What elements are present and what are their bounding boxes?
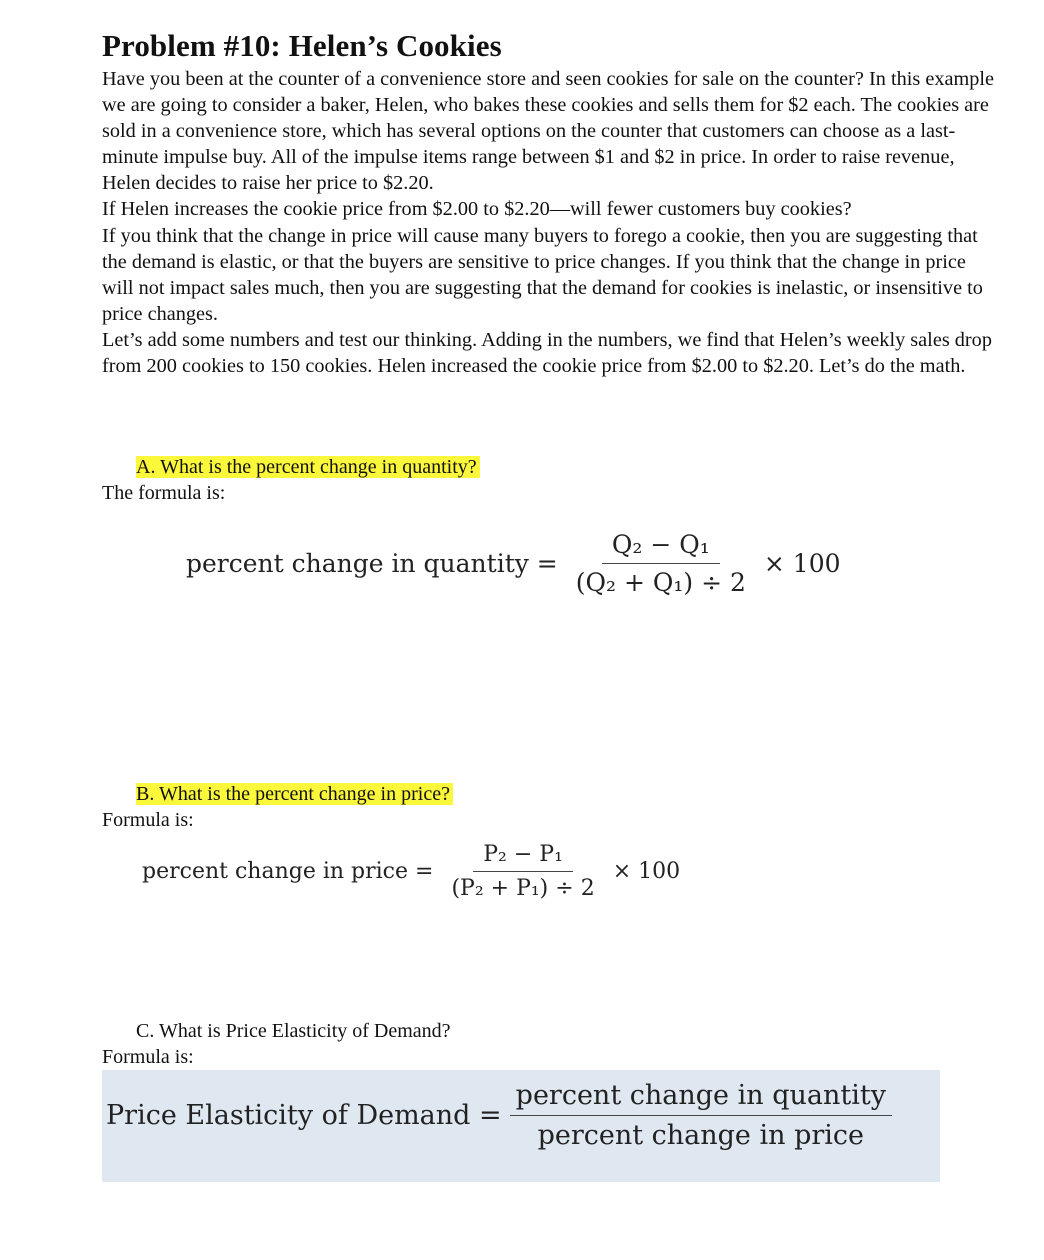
intro-paragraph-3: If you think that the change in price will cause many buyers to forego a cookie, then you are suggesting that the demand is elastic, or that the buyers are sensitive to price changes. If you think that the change in price will not impact sales much, then you are suggesting that the demand for cookies is inelastic, or insensitive to price changes.: [102, 224, 983, 325]
intro-paragraph-1: Have you been at the counter of a convenience store and seen cookies for sale on the counter? In this example we are going to consider a baker, Helen, who bakes these cookies and sells them for $2 each. The cookies are sold in a convenience store, which has several options on the counter that customers can choose as a last-minute impulse buy. All of the impulse items range between $1 and $2 in price. In order to raise revenue, Helen decides to raise her price to $2.20.: [102, 68, 995, 195]
quantity-formula-lhs: percent change in quantity =: [186, 549, 558, 578]
question-a-label: The formula is:: [102, 482, 226, 504]
price-formula-lhs: percent change in price =: [142, 859, 434, 884]
quantity-formula-fraction: [566, 530, 756, 597]
elasticity-formula-denominator: percent change in price: [537, 1120, 865, 1151]
quantity-formula: [186, 530, 841, 597]
elasticity-formula-fraction: [510, 1080, 892, 1151]
question-b: [136, 783, 453, 806]
price-formula-multiplier: × 100: [612, 859, 681, 884]
price-formula-fraction: [441, 842, 604, 901]
elasticity-formula-numerator: percent change in quantity: [510, 1080, 892, 1116]
question-b-text: B. What is the percent change in price?: [136, 783, 453, 805]
question-a: [136, 456, 480, 479]
question-c: [136, 1020, 451, 1043]
intro-text: [102, 66, 1002, 379]
price-formula-numerator: P₂ − P₁: [473, 842, 573, 872]
price-formula: [142, 842, 680, 901]
question-c-label: Formula is:: [102, 1046, 194, 1068]
quantity-formula-denominator: (Q₂ + Q₁) ÷ 2: [575, 568, 746, 597]
quantity-formula-numerator: Q₂ − Q₁: [602, 530, 720, 564]
question-c-text: C. What is Price Elasticity of Demand?: [136, 1020, 451, 1042]
quantity-formula-multiplier: × 100: [763, 549, 841, 578]
elasticity-formula-lhs: Price Elasticity of Demand =: [106, 1100, 502, 1131]
price-formula-denominator: (P₂ + P₁) ÷ 2: [451, 876, 595, 901]
elasticity-formula: [106, 1080, 900, 1151]
question-b-label: Formula is:: [102, 809, 194, 831]
intro-paragraph-4: Let’s add some numbers and test our thinking. Adding in the numbers, we find that Helen’s weekly sales drop from 200 cookies to 150 cookies. Helen increased the cookie price from $2.00 to $2.20. Let’s do the math.: [102, 328, 992, 378]
question-a-text: A. What is the percent change in quantity?: [136, 456, 480, 478]
page-title: Problem #10: Helen’s Cookies: [102, 28, 502, 63]
intro-paragraph-2: If Helen increases the cookie price from $2.00 to $2.20—will fewer customers buy cookies?: [102, 198, 852, 221]
